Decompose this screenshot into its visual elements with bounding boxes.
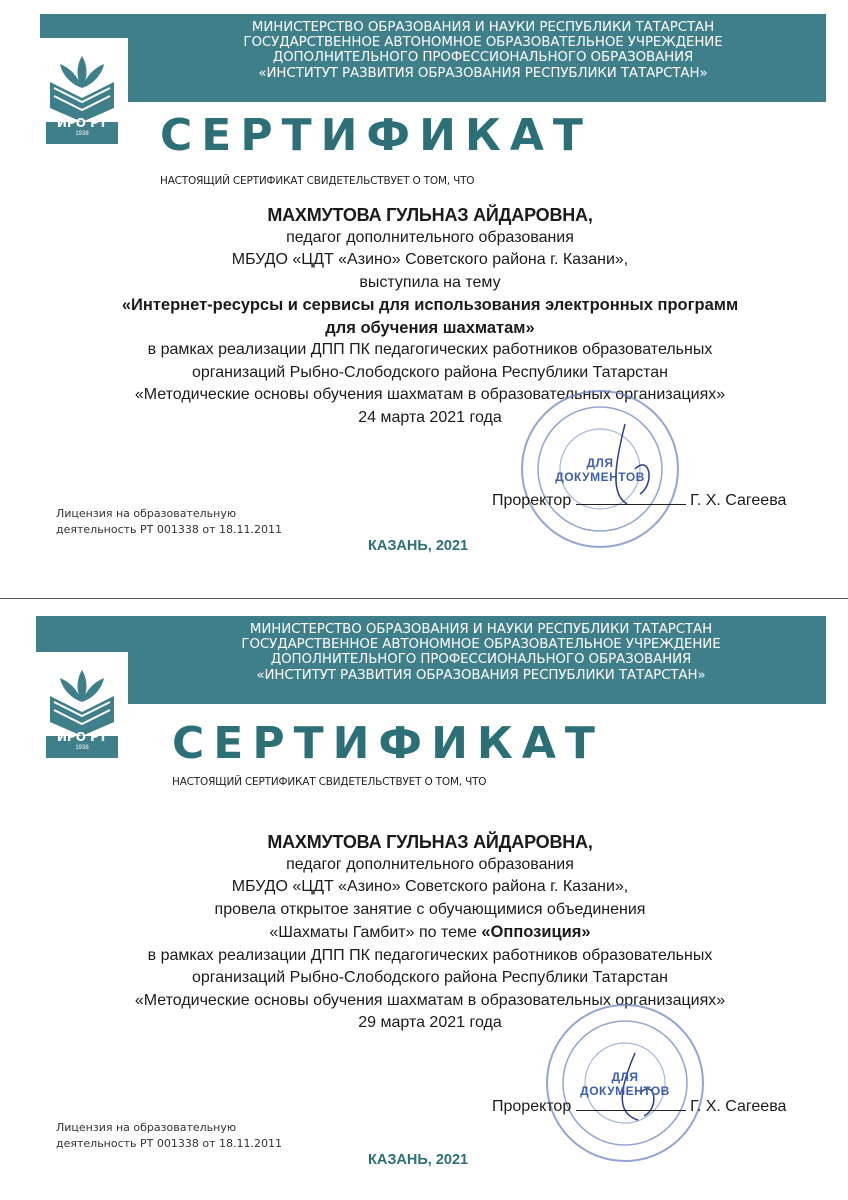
city-year: КАЗАНЬ, 2021: [368, 538, 469, 554]
signatory-role: Проректор: [492, 1098, 572, 1115]
recipient-name: МАХМУТОВА ГУЛЬНАЗ АЙДАРОВНА,: [267, 832, 593, 852]
header-banner: [40, 14, 826, 102]
action-text: выступила на тему: [359, 273, 501, 291]
iro-logo: ИРО РТ 1938: [36, 652, 128, 762]
signatory-name: Г. Х. Сагеева: [690, 492, 787, 509]
program-line-1: в рамках реализации ДПП ПК педагогических работников образовательных: [147, 946, 713, 964]
theme-line-1: «Интернет-ресурсы и сервисы для использования электронных программ: [121, 296, 739, 314]
signature-block: [492, 490, 786, 510]
theme-line-2: для обучения шахматам»: [325, 318, 535, 337]
intro-text: НАСТОЯЩИЙ СЕРТИФИКАТ СВИДЕТЕЛЬСТВУЕТ О ТОМ, ЧТО: [172, 776, 487, 788]
program-line-3: «Методические основы обучения шахматам в образовательных организациях»: [134, 991, 726, 1009]
official-stamp: ДЛЯ ДОКУМЕНТОВ: [540, 998, 710, 1168]
signatory-role: Проректор: [492, 492, 572, 509]
recipient-organization: МБУДО «ЦДТ «Азино» Советского района г. Казани»,: [231, 878, 629, 895]
header-banner: [36, 616, 826, 704]
theme-line: «Шахматы Гамбит» по теме «Оппозиция»: [269, 923, 591, 941]
license-text: Лицензия на образовательную деятельность РТ 001338 от 18.11.2011: [56, 507, 282, 536]
signature-block: [492, 1096, 786, 1116]
signature-line: [576, 490, 686, 505]
official-stamp: ДЛЯ ДОКУМЕНТОВ: [515, 384, 685, 554]
certificate-body: [40, 204, 820, 429]
program-line-1: в рамках реализации ДПП ПК педагогических работников образовательных: [147, 341, 713, 358]
recipient-position: педагог дополнительного образования: [286, 855, 574, 873]
header-text: МИНИСТЕРСТВО ОБРАЗОВАНИЯ И НАУКИ РЕСПУБЛИКИ ТАТАРСТАН ГОСУДАРСТВЕННОЕ АВТОНОМНОЕ ОБРАЗОВАТЕЛЬНОЕ УЧРЕЖДЕНИЕ ДОПОЛНИТЕЛЬНОГО ПРОФЕССИОНАЛЬНОГО ОБРАЗОВАНИЯ «ИНСТИТУТ РАЗВИТИЯ ОБРАЗОВАНИЯ РЕСПУБЛИКИ ТАТАРСТАН»: [243, 20, 723, 81]
recipient-organization: МБУДО «ЦДТ «Азино» Советского района г. Казани»,: [231, 251, 629, 268]
header-text: МИНИСТЕРСТВО ОБРАЗОВАНИЯ И НАУКИ РЕСПУБЛИКИ ТАТАРСТАН ГОСУДАРСТВЕННОЕ АВТОНОМНОЕ ОБРАЗОВАТЕЛЬНОЕ УЧРЕЖДЕНИЕ ДОПОЛНИТЕЛЬНОГО ПРОФЕССИОНАЛЬНОГО ОБРАЗОВАНИЯ «ИНСТИТУТ РАЗВИТИЯ ОБРАЗОВАНИЯ РЕСПУБЛИКИ ТАТАРСТАН»: [241, 622, 721, 683]
program-line-2: организаций Рыбно-Слободского района Республики Татарстан: [191, 969, 669, 986]
recipient-name: МАХМУТОВА ГУЛЬНАЗ АЙДАРОВНА,: [267, 205, 593, 225]
theme-title: «Оппозиция»: [481, 923, 591, 941]
iro-logo: ИРО РТ 1938: [36, 38, 128, 148]
action-text: провела открытое занятие с обучающимися объединения: [214, 900, 646, 918]
event-date: 29 марта 2021 года: [358, 1014, 502, 1031]
recipient-position: педагог дополнительного образования: [286, 228, 574, 246]
program-line-3: «Методические основы обучения шахматам в образовательных организациях»: [134, 386, 726, 403]
page-divider: [0, 598, 848, 599]
event-date: 24 марта 2021 года: [358, 408, 502, 426]
certificate-title: СЕРТИФИКАТ: [160, 110, 592, 161]
signatory-name: Г. Х. Сагеева: [690, 1098, 787, 1115]
certificate-2: [0, 606, 848, 1196]
certificate-1: [0, 0, 848, 590]
intro-text: НАСТОЯЩИЙ СЕРТИФИКАТ СВИДЕТЕЛЬСТВУЕТ О ТОМ, ЧТО: [160, 175, 475, 187]
certificate-title: СЕРТИФИКАТ: [172, 718, 604, 769]
city-year: КАЗАНЬ, 2021: [368, 1152, 469, 1168]
signature-line: [576, 1096, 686, 1111]
program-line-2: организаций Рыбно-Слободского района Республики Татарстан: [191, 363, 669, 381]
license-text: Лицензия на образовательную деятельность РТ 001338 от 18.11.2011: [56, 1121, 282, 1150]
